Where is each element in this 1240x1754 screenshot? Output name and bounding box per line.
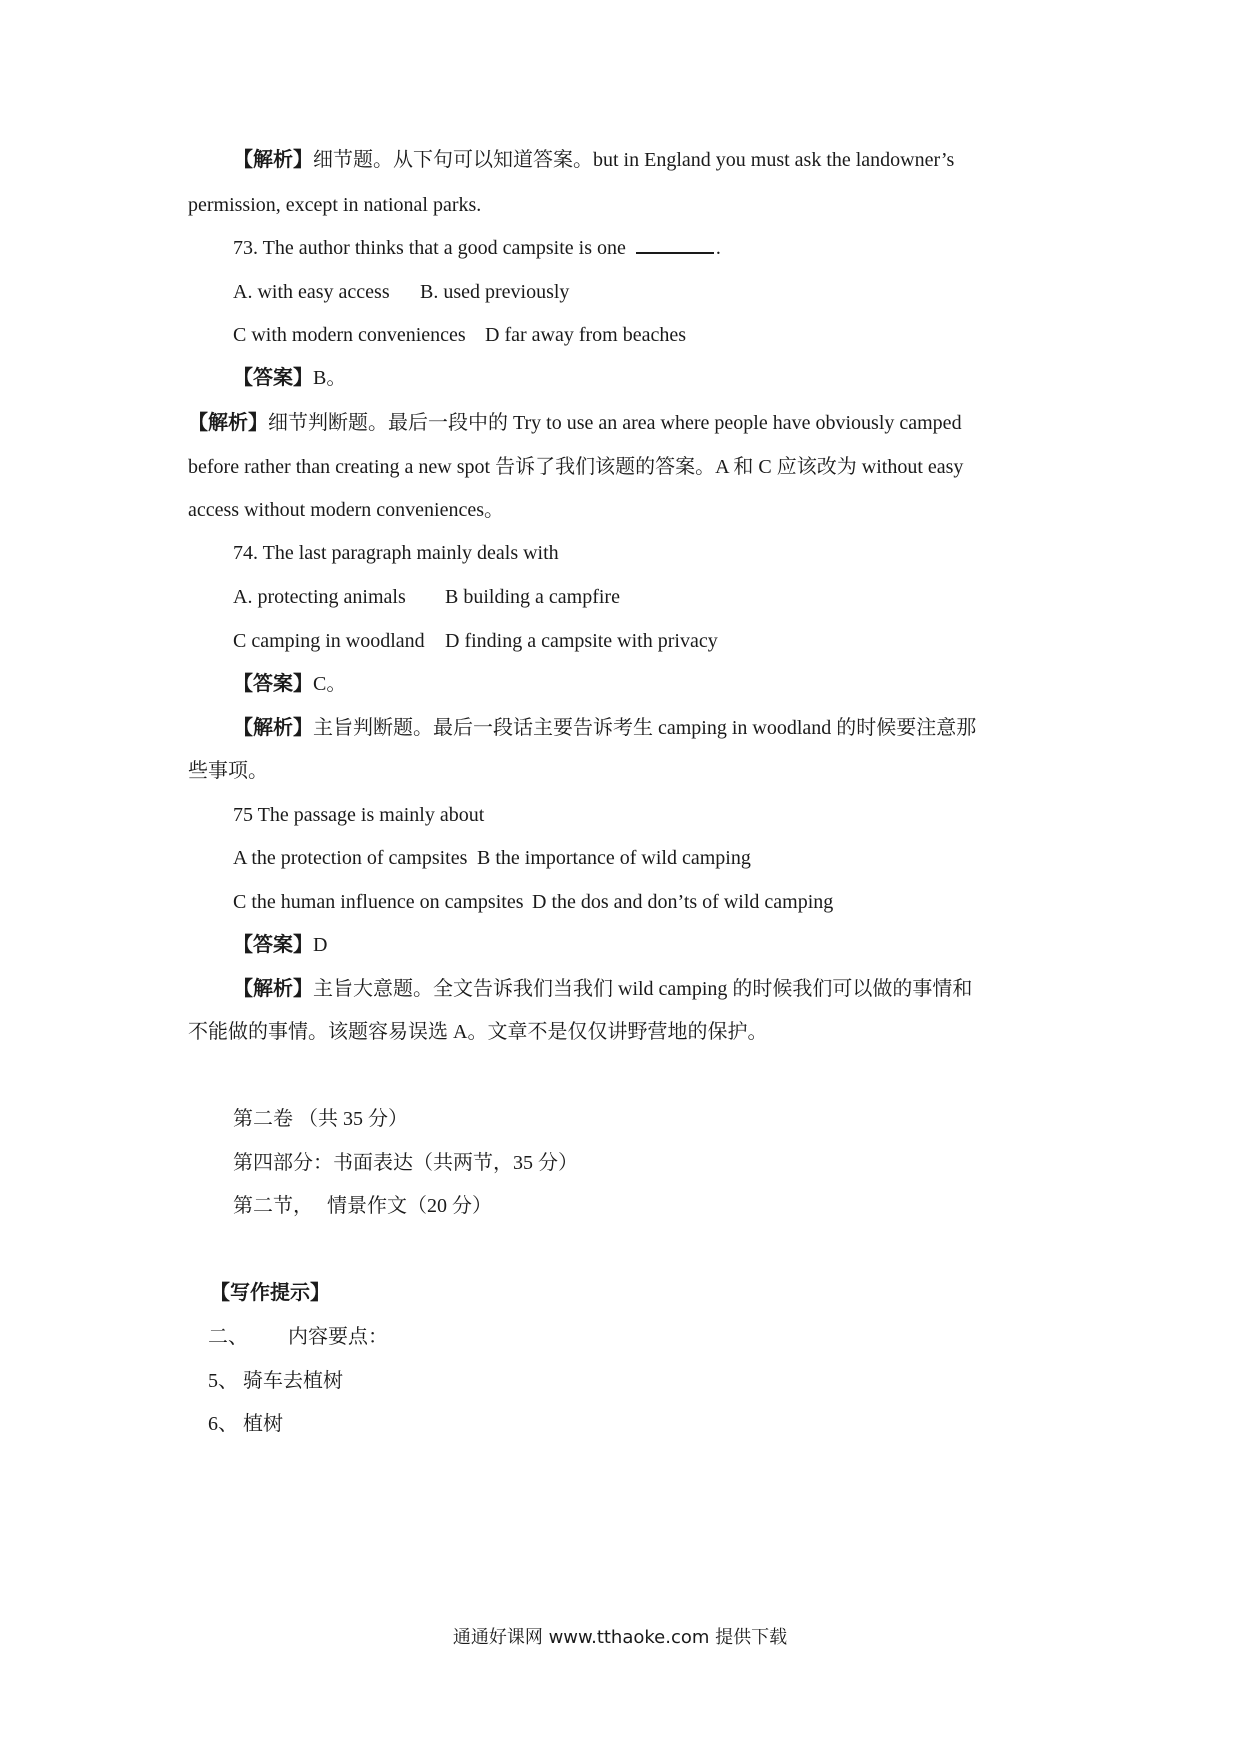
q75-option-c: C the human influence on campsites — [233, 891, 524, 913]
analysis-tag: 【解析】 — [188, 412, 268, 434]
q75-answer — [233, 931, 327, 959]
q74-option-b: B building a campfire — [445, 586, 620, 608]
analysis-tag: 【解析】 — [233, 717, 313, 739]
section-num: 第二节， — [233, 1195, 313, 1217]
item-6-num: 6、 — [208, 1413, 238, 1435]
analysis-tag: 【解析】 — [233, 978, 313, 1000]
item-5-num: 5、 — [208, 1370, 238, 1392]
answer-blank — [636, 234, 714, 254]
part4-heading: 第四部分：书面表达（共两节，35 分） — [233, 1152, 578, 1174]
analysis-tag: 【解析】 — [233, 149, 313, 171]
item-6-text: 植树 — [243, 1413, 283, 1435]
q73-analysis-line3: access without modern conveniences。 — [188, 499, 505, 521]
q75-option-b: B the importance of wild camping — [477, 847, 751, 869]
q73-answer — [233, 364, 346, 392]
volume-heading: 第二卷 （共 35 分） — [233, 1108, 408, 1130]
analysis-text: 细节题。从下句可以知道答案。but in England you must ask the landowner’s — [313, 149, 955, 171]
q72-analysis-line2: permission, except in national parks. — [188, 194, 482, 216]
q73-question-end: . — [715, 237, 721, 259]
q73-question — [233, 234, 721, 262]
q74-option-a: A. protecting animals — [233, 586, 406, 608]
page-footer: 通通好课网 www.tthaoke.com 提供下载 — [452, 1627, 788, 1648]
q75-option-d: D the dos and don’ts of wild camping — [532, 891, 834, 913]
answer-tag: 【答案】 — [233, 673, 313, 695]
q73-option-b: B. used previously — [420, 281, 570, 303]
q75-analysis-line1 — [233, 975, 972, 1003]
answer-value: C。 — [313, 673, 347, 695]
q75-analysis-line2: 不能做的事情。该题容易误选 A。文章不是仅仅讲野营地的保护。 — [188, 1021, 768, 1043]
answer-tag: 【答案】 — [233, 934, 313, 956]
item-5-text: 骑车去植树 — [243, 1370, 343, 1392]
q73-option-d: D far away from beaches — [485, 324, 687, 346]
writing-hint-title: 【写作提示】 — [210, 1282, 330, 1304]
answer-tag: 【答案】 — [233, 367, 313, 389]
q74-option-d: D finding a campsite with privacy — [445, 630, 718, 652]
q74-option-c: C camping in woodland — [233, 630, 425, 652]
analysis-text: 细节判断题。最后一段中的 Try to use an area where people have obviously camped — [268, 412, 962, 434]
q72-analysis-line1 — [233, 146, 954, 174]
q74-question: 74. The last paragraph mainly deals with — [233, 542, 559, 564]
content-point-title: 内容要点： — [288, 1326, 388, 1348]
content-point-num: 二、 — [208, 1326, 248, 1348]
q73-analysis-line2: before rather than creating a new spot 告诉了我们该题的答案。A 和 C 应该改为 without easy — [188, 456, 964, 478]
answer-value: D — [313, 934, 328, 956]
q75-option-a: A the protection of campsites — [233, 847, 468, 869]
q73-option-a: A. with easy access — [233, 281, 390, 303]
q73-question-text: 73. The author thinks that a good campsite is one — [233, 237, 626, 259]
q74-answer — [233, 670, 346, 698]
q73-option-c: C with modern conveniences — [233, 324, 466, 346]
q74-analysis-line2: 些事项。 — [188, 760, 268, 782]
q74-analysis-line1 — [233, 714, 976, 742]
analysis-line1-wrap — [188, 409, 962, 437]
section-title: 情景作文（20 分） — [327, 1195, 492, 1217]
q73-analysis-line1 — [188, 409, 1056, 437]
answer-value: B。 — [313, 367, 347, 389]
analysis-text: 主旨判断题。最后一段话主要告诉考生 camping in woodland 的时候要注意那 — [313, 717, 977, 739]
analysis-text: 主旨大意题。全文告诉我们当我们 wild camping 的时候我们可以做的事情和 — [313, 978, 973, 1000]
q75-question: 75 The passage is mainly about — [233, 804, 485, 826]
